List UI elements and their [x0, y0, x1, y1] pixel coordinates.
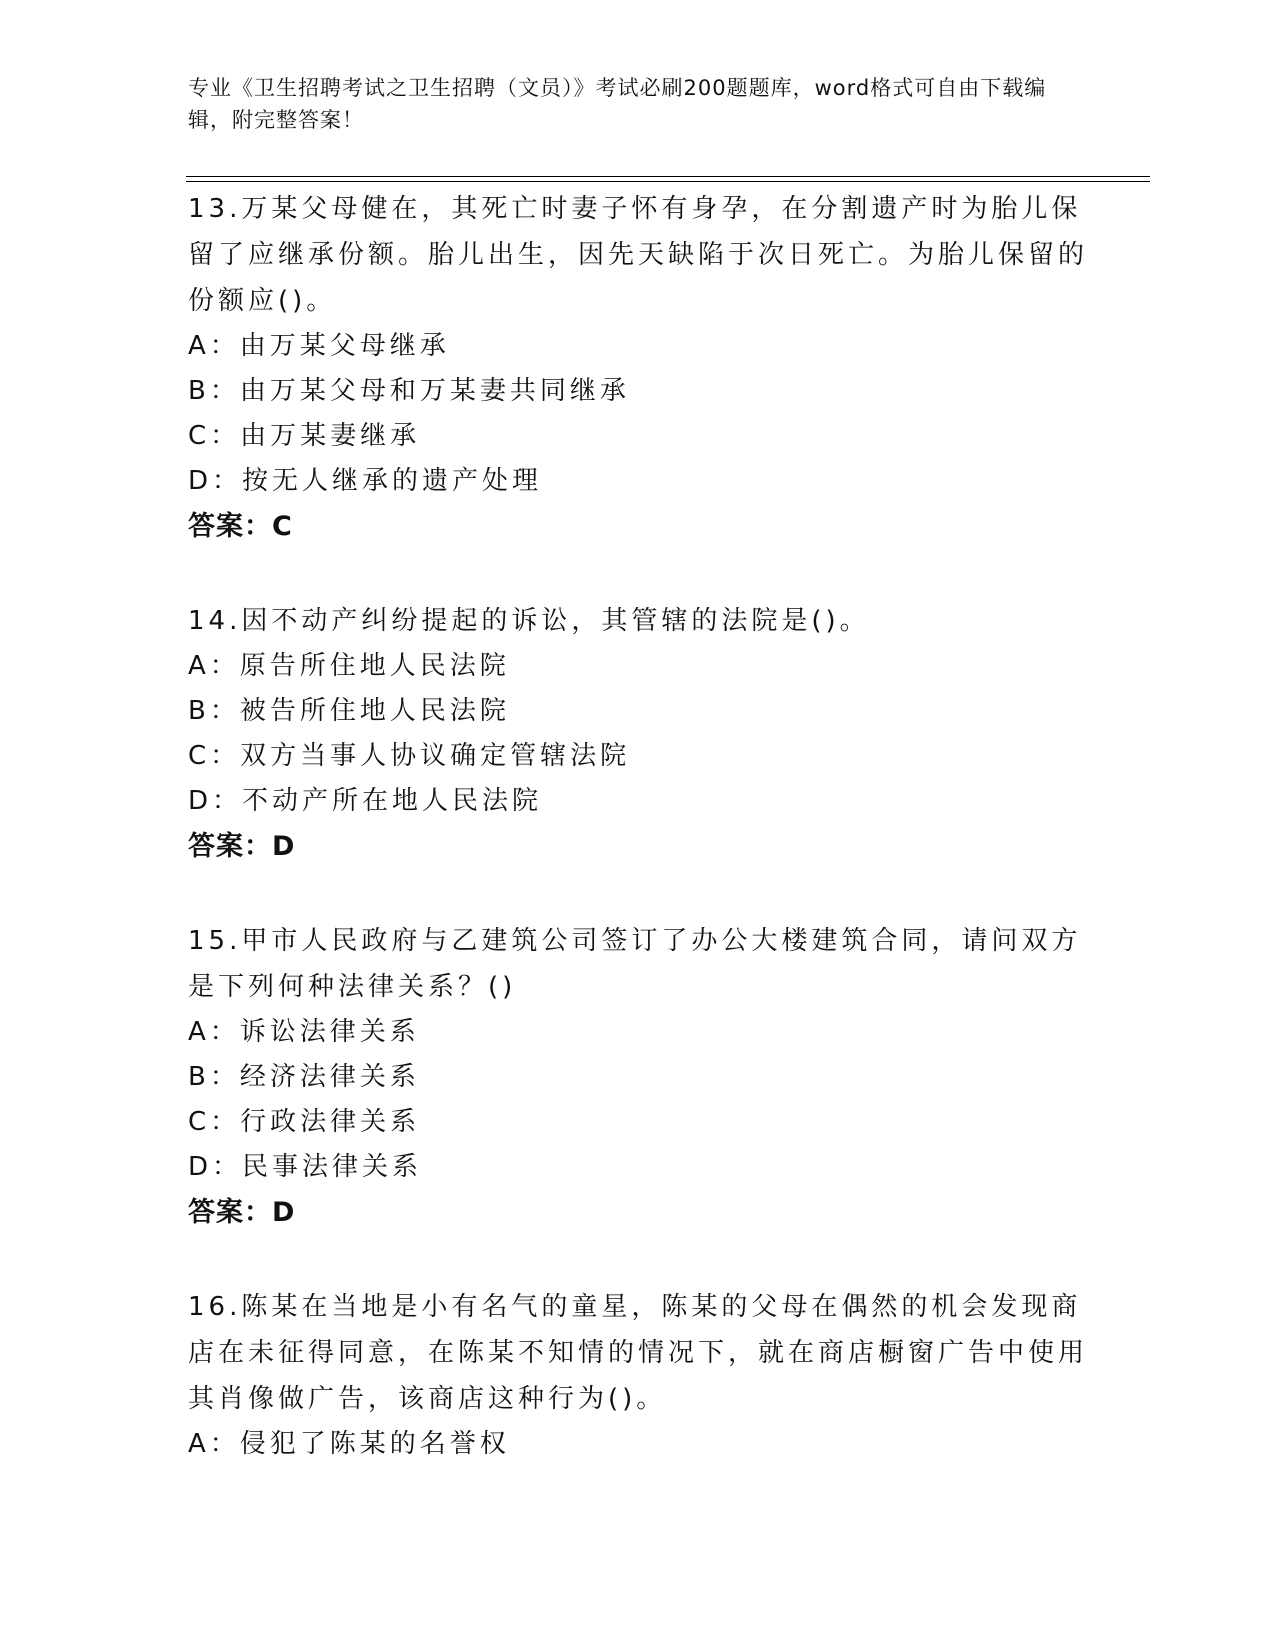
- question-14: [188, 598, 1088, 870]
- header-divider-bottom: [186, 181, 1150, 182]
- answer-line: 答案：D: [188, 1197, 296, 1228]
- option-c: C：双方当事人协议确定管辖法院: [188, 741, 631, 771]
- question-text: 13.万某父母健在，其死亡时妻子怀有身孕，在分割遗产时为胎儿保留了应继承份额。胎儿出生，因先天缺陷于次日死亡。为胎儿保留的份额应()。: [188, 194, 1089, 316]
- question-text: 16.陈某在当地是小有名气的童星，陈某的父母在偶然的机会发现商店在未征得同意，在陈某不知情的情况下，就在商店橱窗广告中使用其肖像做广告，该商店这种行为()。: [188, 1292, 1089, 1414]
- option-b: B：经济法律关系: [188, 1062, 420, 1092]
- answer-line: 答案：D: [188, 831, 296, 862]
- option-b: B：被告所住地人民法院: [188, 696, 510, 726]
- option-a: A：诉讼法律关系: [188, 1017, 420, 1047]
- option-d: D：不动产所在地人民法院: [188, 786, 543, 816]
- question-16: [188, 1284, 1088, 1467]
- option-d: D：按无人继承的遗产处理: [188, 466, 543, 496]
- header-divider-top: [186, 176, 1150, 177]
- document-header: 专业《卫生招聘考试之卫生招聘（文员）》考试必刷200题题库，word格式可自由下载编辑，附完整答案！: [188, 76, 1047, 132]
- option-c: C：行政法律关系: [188, 1107, 421, 1137]
- question-15: [188, 918, 1088, 1236]
- option-d: D：民事法律关系: [188, 1152, 423, 1182]
- option-a: A：侵犯了陈某的名誉权: [188, 1429, 510, 1459]
- option-a: A：由万某父母继承: [188, 331, 450, 361]
- option-b: B：由万某父母和万某妻共同继承: [188, 376, 630, 406]
- option-c: C：由万某妻继承: [188, 421, 421, 451]
- question-list: [188, 186, 1088, 1515]
- answer-line: 答案：C: [188, 511, 293, 542]
- question-text: 14.因不动产纠纷提起的诉讼，其管辖的法院是()。: [188, 606, 870, 636]
- question-13: [188, 186, 1088, 550]
- option-a: A：原告所住地人民法院: [188, 651, 510, 681]
- question-text: 15.甲市人民政府与乙建筑公司签订了办公大楼建筑合同，请问双方是下列何种法律关系？(): [188, 926, 1082, 1002]
